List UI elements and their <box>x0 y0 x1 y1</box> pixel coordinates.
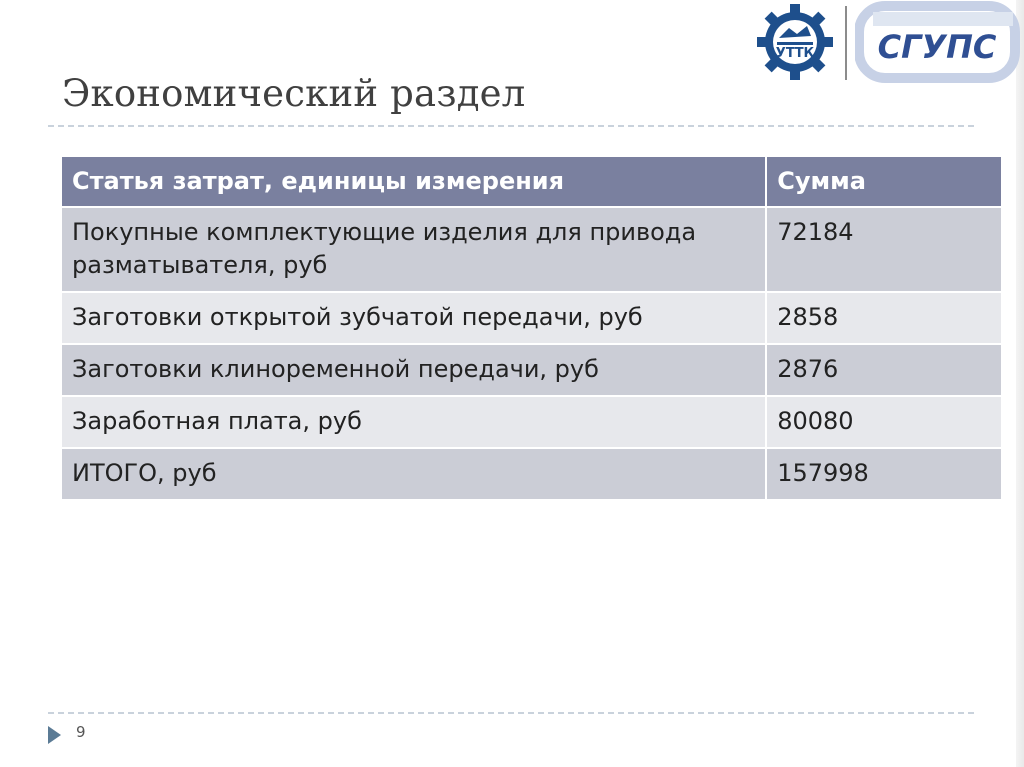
sum-cell: 80080 <box>766 396 1002 448</box>
table-row <box>62 292 1002 344</box>
sum-cell: 2876 <box>766 344 1002 396</box>
table-row <box>62 396 1002 448</box>
header-cost-item: Статья затрат, единицы измерения <box>62 157 766 207</box>
cost-item-cell: Заработная плата, руб <box>62 396 766 448</box>
footer-divider <box>48 712 974 714</box>
page-number: 9 <box>76 723 86 741</box>
sum-cell: 72184 <box>766 207 1002 292</box>
title-divider <box>48 125 974 127</box>
slide-title: Экономический раздел <box>62 72 526 115</box>
slide-edge <box>1016 0 1024 767</box>
sum-cell: 2858 <box>766 292 1002 344</box>
table-row <box>62 344 1002 396</box>
sgups-logo-text: СГУПС <box>877 28 997 66</box>
cost-item-cell: ИТОГО, руб <box>62 448 766 500</box>
logo-divider <box>845 6 847 80</box>
cost-item-cell: Покупные комплектующие изделия для привода разматывателя, руб <box>62 207 766 292</box>
table-header-row <box>62 157 1002 207</box>
cost-item-cell: Заготовки клиноременной передачи, руб <box>62 344 766 396</box>
table-row <box>62 207 1002 292</box>
header-sum: Сумма <box>766 157 1002 207</box>
sum-cell: 157998 <box>766 448 1002 500</box>
uttk-logo <box>745 0 845 84</box>
sgups-logo <box>855 0 1020 84</box>
uttk-logo-text: УТТК <box>775 46 815 61</box>
triangle-arrow-icon <box>48 726 61 744</box>
cost-table <box>62 157 1003 501</box>
cost-item-cell: Заготовки открытой зубчатой передачи, руб <box>62 292 766 344</box>
logo-area <box>745 0 1020 84</box>
table-row <box>62 448 1002 500</box>
